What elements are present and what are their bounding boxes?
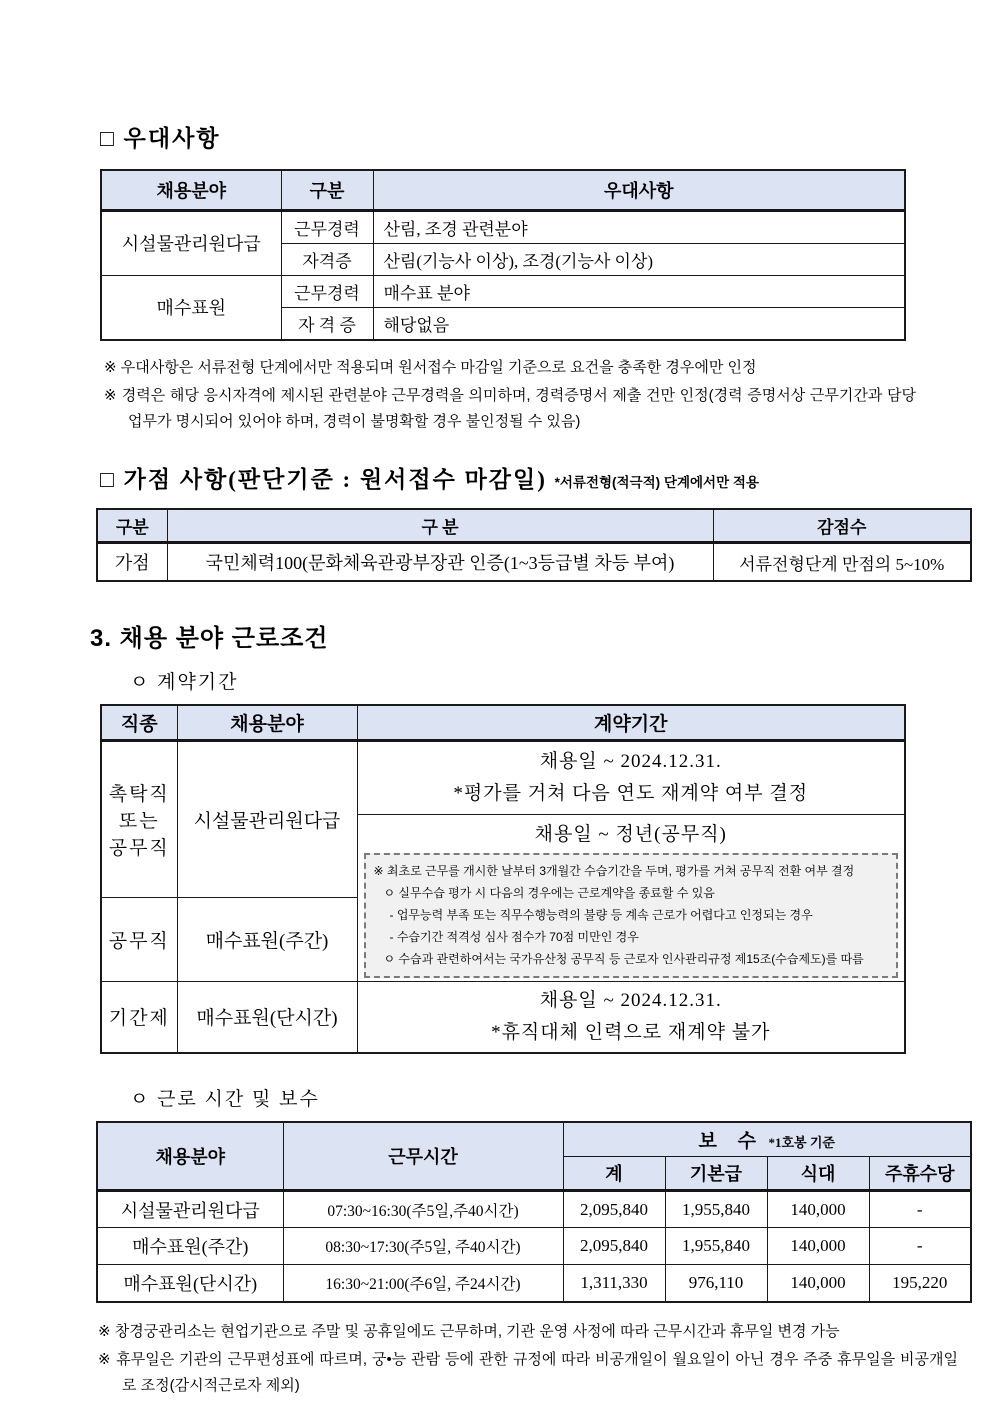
pay-group-label: 보 수 — [698, 1131, 764, 1153]
preference-col-type: 구분 — [281, 170, 373, 210]
pay-base-1: 1,955,840 — [665, 1191, 767, 1228]
bonus-category: 가점 — [97, 543, 167, 581]
table-row — [97, 543, 971, 581]
preference-type-2: 자격증 — [281, 243, 373, 275]
contract-period-3 — [357, 981, 905, 1053]
preference-note-1: ※ 우대사항은 서류전형 단계에서만 적용되며 원서접수 마감일 기준으로 요건을 충족한 경우에만 인정 — [104, 358, 757, 376]
pay-meal-1: 140,000 — [767, 1191, 869, 1228]
bottom-notes — [98, 1319, 958, 1400]
pay-base-2: 1,955,840 — [665, 1228, 767, 1265]
pay-hours-2: 08:30~17:30(주5일, 주40시간) — [283, 1228, 563, 1265]
table-row — [97, 1265, 971, 1302]
pay-col-hours: 근무시간 — [283, 1122, 563, 1191]
bonus-col-category: 구분 — [97, 509, 167, 543]
probation-note-line3: - 업무능력 부족 또는 직무수행능력의 불량 등 계속 근로가 어렵다고 인정되는 경우 — [389, 908, 813, 923]
pay-col-total: 계 — [563, 1157, 665, 1191]
contract-table — [100, 704, 906, 1054]
pay-base-3: 976,110 — [665, 1265, 767, 1302]
table-row — [97, 1191, 971, 1228]
pay-field-3: 매수표원(단시간) — [97, 1265, 283, 1302]
preference-type-3: 근무경력 — [281, 275, 373, 307]
bonus-detail: 국민체력100(문화체육관광부장관 인증(1~3등급별 차등 부여) — [167, 543, 713, 581]
contract-col-field: 채용분야 — [177, 705, 357, 741]
pay-table — [96, 1121, 972, 1303]
preference-detail-4: 해당없음 — [373, 307, 905, 340]
pay-field-2: 매수표원(주간) — [97, 1228, 283, 1265]
pay-group-note: *1호봉 기준 — [768, 1135, 835, 1151]
preference-field-2: 매수표원 — [101, 275, 281, 340]
preference-notes — [104, 355, 916, 436]
pay-field-1: 시설물관리원다급 — [97, 1191, 283, 1228]
pay-meal-2: 140,000 — [767, 1228, 869, 1265]
contract-period-1-line2: *평가를 거쳐 다음 연도 재계약 여부 결정 — [453, 783, 809, 805]
bottom-note-2: ※ 휴무일은 기관의 근무편성표에 따르며, 궁•능 관람 등에 관한 규정에 따라 비공개일이 월요일이 아닌 경우 주중 휴무일을 비공개일로 조정(감시적근로자 제외) — [98, 1350, 958, 1395]
probation-note-box — [364, 853, 899, 978]
bonus-title-main: □ 가점 사항(판단기준 : 원서접수 마감일) — [100, 467, 547, 493]
pay-hours-3: 16:30~21:00(주6일, 주24시간) — [283, 1265, 563, 1302]
pay-total-1: 2,095,840 — [563, 1191, 665, 1228]
preference-type-4: 자 격 증 — [281, 307, 373, 340]
preference-table-header-row — [101, 170, 905, 210]
probation-note-line2: ㅇ 실무수습 평가 시 다음의 경우에는 근로계약을 종료할 수 있음 — [383, 885, 715, 900]
probation-note-line1: ※ 최초로 근무를 개시한 날부터 3개월간 수습기간을 두며, 평가를 거쳐 공무직 전환 여부 결정 — [373, 863, 855, 878]
contract-period-2-line1: 채용일 ~ 정년(공무직) — [534, 824, 727, 846]
pay-holiday-1: - — [869, 1191, 971, 1228]
bonus-section-title — [100, 461, 992, 494]
contract-period-1-line1: 채용일 ~ 2024.12.31. — [539, 750, 722, 772]
preference-col-field: 채용분야 — [101, 170, 281, 210]
table-row — [97, 1228, 971, 1265]
bonus-col-detail: 구 분 — [167, 509, 713, 543]
contract-col-period: 계약기간 — [357, 705, 905, 741]
preference-table — [100, 169, 906, 341]
pay-col-meal: 식대 — [767, 1157, 869, 1191]
pay-table-header-row-1 — [97, 1122, 971, 1157]
pay-col-pay-group — [563, 1122, 971, 1157]
contract-period-3-line2: *휴직대체 인력으로 재계약 불가 — [491, 1021, 771, 1043]
contract-jobtype-3: 기간제 — [101, 981, 177, 1053]
probation-note-line5: ㅇ 수습과 관련하여서는 국가유산청 공무직 등 근로자 인사관리규정 제15조(수습제도)를 따름 — [383, 952, 864, 967]
table-row — [101, 275, 905, 307]
table-row — [101, 210, 905, 243]
contract-period-3-line1: 채용일 ~ 2024.12.31. — [539, 989, 722, 1011]
pay-holiday-2: - — [869, 1228, 971, 1265]
contract-jobtype-1: 촉탁직 또는 공무직 — [101, 741, 177, 897]
bonus-points: 서류전형단계 만점의 5~10% — [713, 543, 971, 581]
contract-jobtype-2: 공무직 — [101, 897, 177, 981]
pay-holiday-3: 195,220 — [869, 1265, 971, 1302]
preference-detail-2: 산림(기능사 이상), 조경(기능사 이상) — [373, 243, 905, 275]
contract-field-3: 매수표원(단시간) — [177, 981, 357, 1053]
preference-col-detail: 우대사항 — [373, 170, 905, 210]
pay-subtitle: ㅇ 근로 시간 및 보수 — [130, 1089, 320, 1111]
preference-note-2: ※ 경력은 해당 응시자격에 제시된 관련분야 근무경력을 의미하며, 경력증명서 제출 건만 인정(경력 증명서상 근무기간과 담당업무가 명시되어 있어야 하며, 경력이 불명확할 경우 불인정될 수 있음) — [104, 386, 916, 430]
pay-total-3: 1,311,330 — [563, 1265, 665, 1302]
pay-hours-1: 07:30~16:30(주5일,주40시간) — [283, 1191, 563, 1228]
bottom-note-1: ※ 창경궁관리소는 현업기관으로 주말 및 공휴일에도 근무하며, 기관 운영 사정에 따라 근무시간과 휴무일 변경 가능 — [98, 1322, 840, 1340]
preference-type-1: 근무경력 — [281, 210, 373, 243]
pay-col-base: 기본급 — [665, 1157, 767, 1191]
probation-note-line4: - 수습기간 적격성 심사 점수가 70점 미만인 경우 — [389, 930, 639, 945]
table-row — [101, 981, 905, 1053]
contract-col-jobtype: 직종 — [101, 705, 177, 741]
contract-period-1 — [357, 741, 905, 815]
pay-col-field: 채용분야 — [97, 1122, 283, 1191]
contract-period-subtitle: ㅇ 계약기간 — [130, 671, 239, 693]
section3-title: 3. 채용 분야 근로조건 — [90, 624, 329, 652]
pay-total-2: 2,095,840 — [563, 1228, 665, 1265]
contract-field-2: 매수표원(주간) — [177, 897, 357, 981]
contract-period-2 — [357, 815, 905, 981]
bonus-col-points: 감점수 — [713, 509, 971, 543]
preference-detail-3: 매수표 분야 — [373, 275, 905, 307]
bonus-title-sub: *서류전형(적극적) 단계에서만 적용 — [554, 475, 759, 491]
pay-col-holiday: 주휴수당 — [869, 1157, 971, 1191]
contract-field-1: 시설물관리원다급 — [177, 741, 357, 897]
preference-field-1: 시설물관리원다급 — [101, 210, 281, 275]
bonus-table-header-row — [97, 509, 971, 543]
contract-table-header-row — [101, 705, 905, 741]
preference-section-title: □ 우대사항 — [100, 126, 221, 151]
table-row — [101, 741, 905, 815]
pay-meal-3: 140,000 — [767, 1265, 869, 1302]
bonus-table — [96, 508, 972, 582]
preference-detail-1: 산림, 조경 관련분야 — [373, 210, 905, 243]
